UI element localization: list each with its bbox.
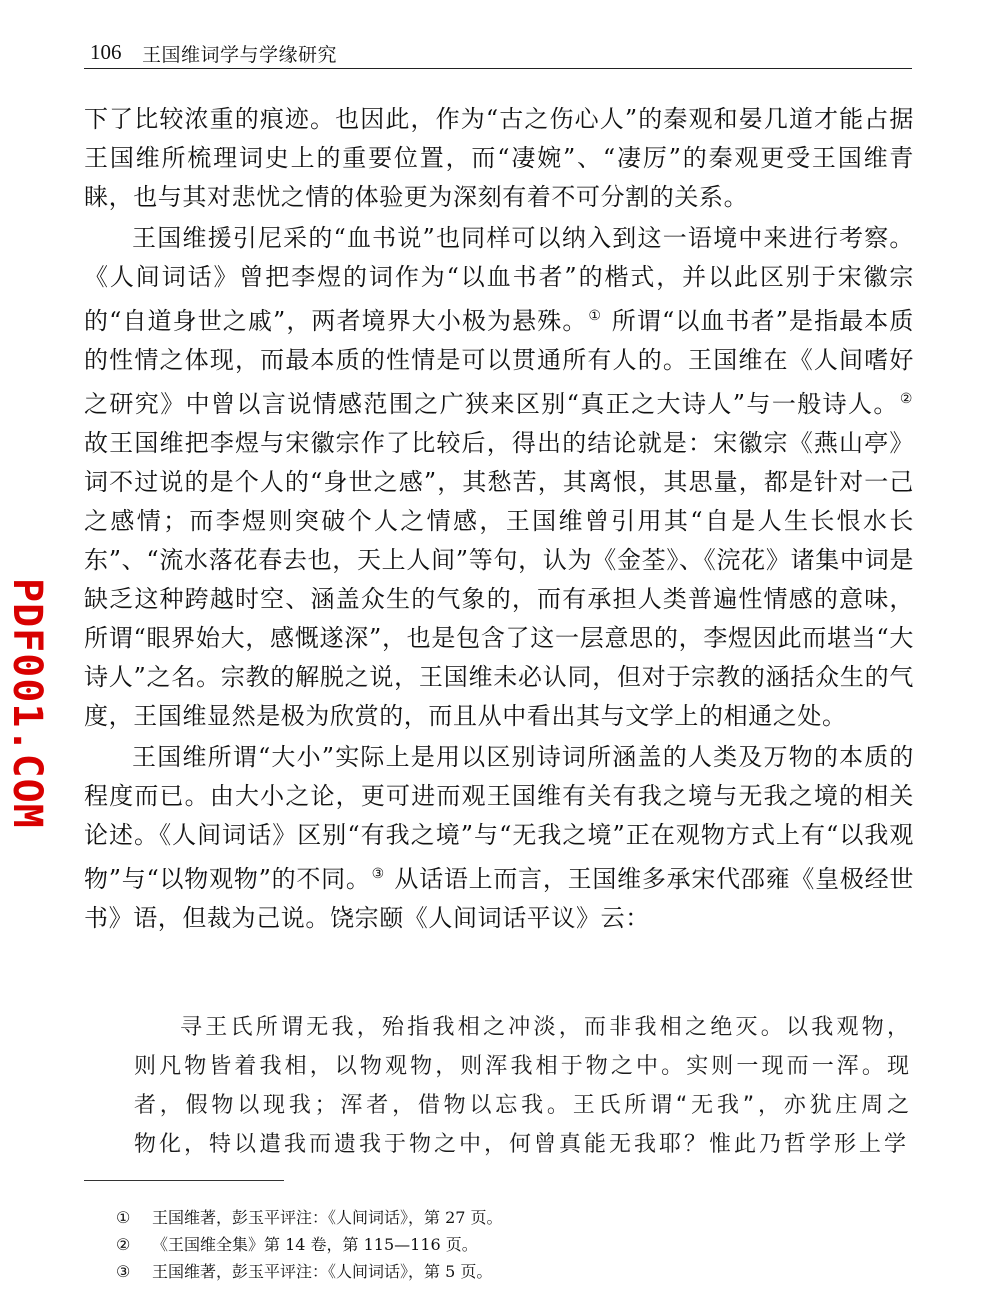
paragraph-3	[84, 738, 914, 938]
paragraph-2-part-c: 故王国维把李煜与宋徽宗作了比较后，得出的结论就是：宋徽宗《燕山亭》词不过说的是个人的“身世之感”，其愁苦，其离恨，其思量，都是针对一己之感情；而李煜则突破个人之情感，王国维曾引用其“自是人生长恨水长东”、“流水落花春去也，天上人间”等句，认为《金荃》、《浣花》诸集中词是缺乏这种跨越时空、涵盖众生的气象的，而有承担人类普遍性情感的意味，所谓“眼界始大，感慨遂深”，也是包含了这一层意思的，李煜因此而堪当“大诗人”之名。宗教的解脱之说，王国维未必认同，但对于宗教的涵括众生的气度，王国维显然是极为欣赏的，而且从中看出其与文学上的相通之处。	[84, 429, 914, 730]
footnote-ref-1[interactable]: ①	[588, 308, 603, 324]
paragraph-1: 下了比较浓重的痕迹。也因此，作为“古之伤心人”的秦观和晏几道才能占据王国维所梳理词史上的重要位置，而“凄婉”、“凄厉”的秦观更受王国维青睐，也与其对悲忧之情的体验更为深刻有着不可分割的关系。	[84, 105, 914, 211]
page-header	[84, 38, 912, 69]
paragraph-3-part-b: 从话语上而言，王国维多承宋代邵雍《皇极经世书》语，但裁为己说。饶宗颐《人间词话平议》云：	[84, 865, 915, 932]
footnote-text: 王国维著，彭玉平评注：《人间词话》，第 5 页。	[152, 1262, 493, 1281]
footnotes	[116, 1204, 816, 1285]
footnote-mark: ③	[116, 1262, 131, 1281]
watermark	[0, 578, 54, 828]
paragraph-2-part-b: 所谓“以血书者”是指最本质的性情之体现，而最本质的性情是可以贯通所有人的。王国维在《人间嗜好之研究》中曾以言说情感范围之广狭来区别“真正之大诗人”与一般诗人。	[84, 307, 914, 418]
footnote-text: 《王国维全集》第 14 卷，第 115—116 页。	[152, 1235, 478, 1254]
paragraph-3-part-a: 王国维所谓“大小”实际上是用以区别诗词所涵盖的人类及万物的本质的程度而已。由大小之论，更可进而观王国维有关有我之境与无我之境的相关论述。《人间词话》区别“有我之境”与“无我之境”正在观物方式上有“以我观物”与“以物观物”的不同。	[84, 743, 914, 893]
page-number: 106	[90, 40, 122, 64]
footnote-mark: ②	[116, 1235, 131, 1254]
footnote-item	[116, 1231, 816, 1258]
footnote-item	[116, 1204, 816, 1231]
footnote-text: 王国维著，彭玉平评注：《人间词话》，第 27 页。	[152, 1208, 503, 1227]
running-title: 王国维词学与学缘研究	[142, 44, 338, 66]
paragraph-2-part-a: 王国维援引尼采的“血书说”也同样可以纳入到这一语境中来进行考察。《人间词话》曾把李煜的词作为“以血书者”的楷式，并以此区别于宋徽宗的“自道身世之戚”，两者境界大小极为悬殊。	[84, 224, 914, 335]
block-quote: 寻王氏所谓无我，殆指我相之冲淡，而非我相之绝灭。以我观物，则凡物皆着我相，以物观物，则浑我相于物之中。实则一现而一浑。现者，假物以现我；浑者，借物以忘我。王氏所谓“无我”，亦犹庄周之物化，特以遣我而遗我于物之中，何曾真能无我耶？惟此乃哲学形上学	[134, 1015, 912, 1157]
watermark-text: PDF001.COM	[4, 577, 50, 829]
paragraph-2	[84, 219, 914, 736]
footnote-mark: ①	[116, 1208, 131, 1227]
footnote-ref-3[interactable]: ③	[371, 866, 385, 882]
footnote-divider	[84, 1180, 284, 1181]
footnote-ref-2[interactable]: ②	[899, 391, 913, 407]
footnote-item	[116, 1258, 816, 1285]
body-text	[84, 100, 914, 938]
